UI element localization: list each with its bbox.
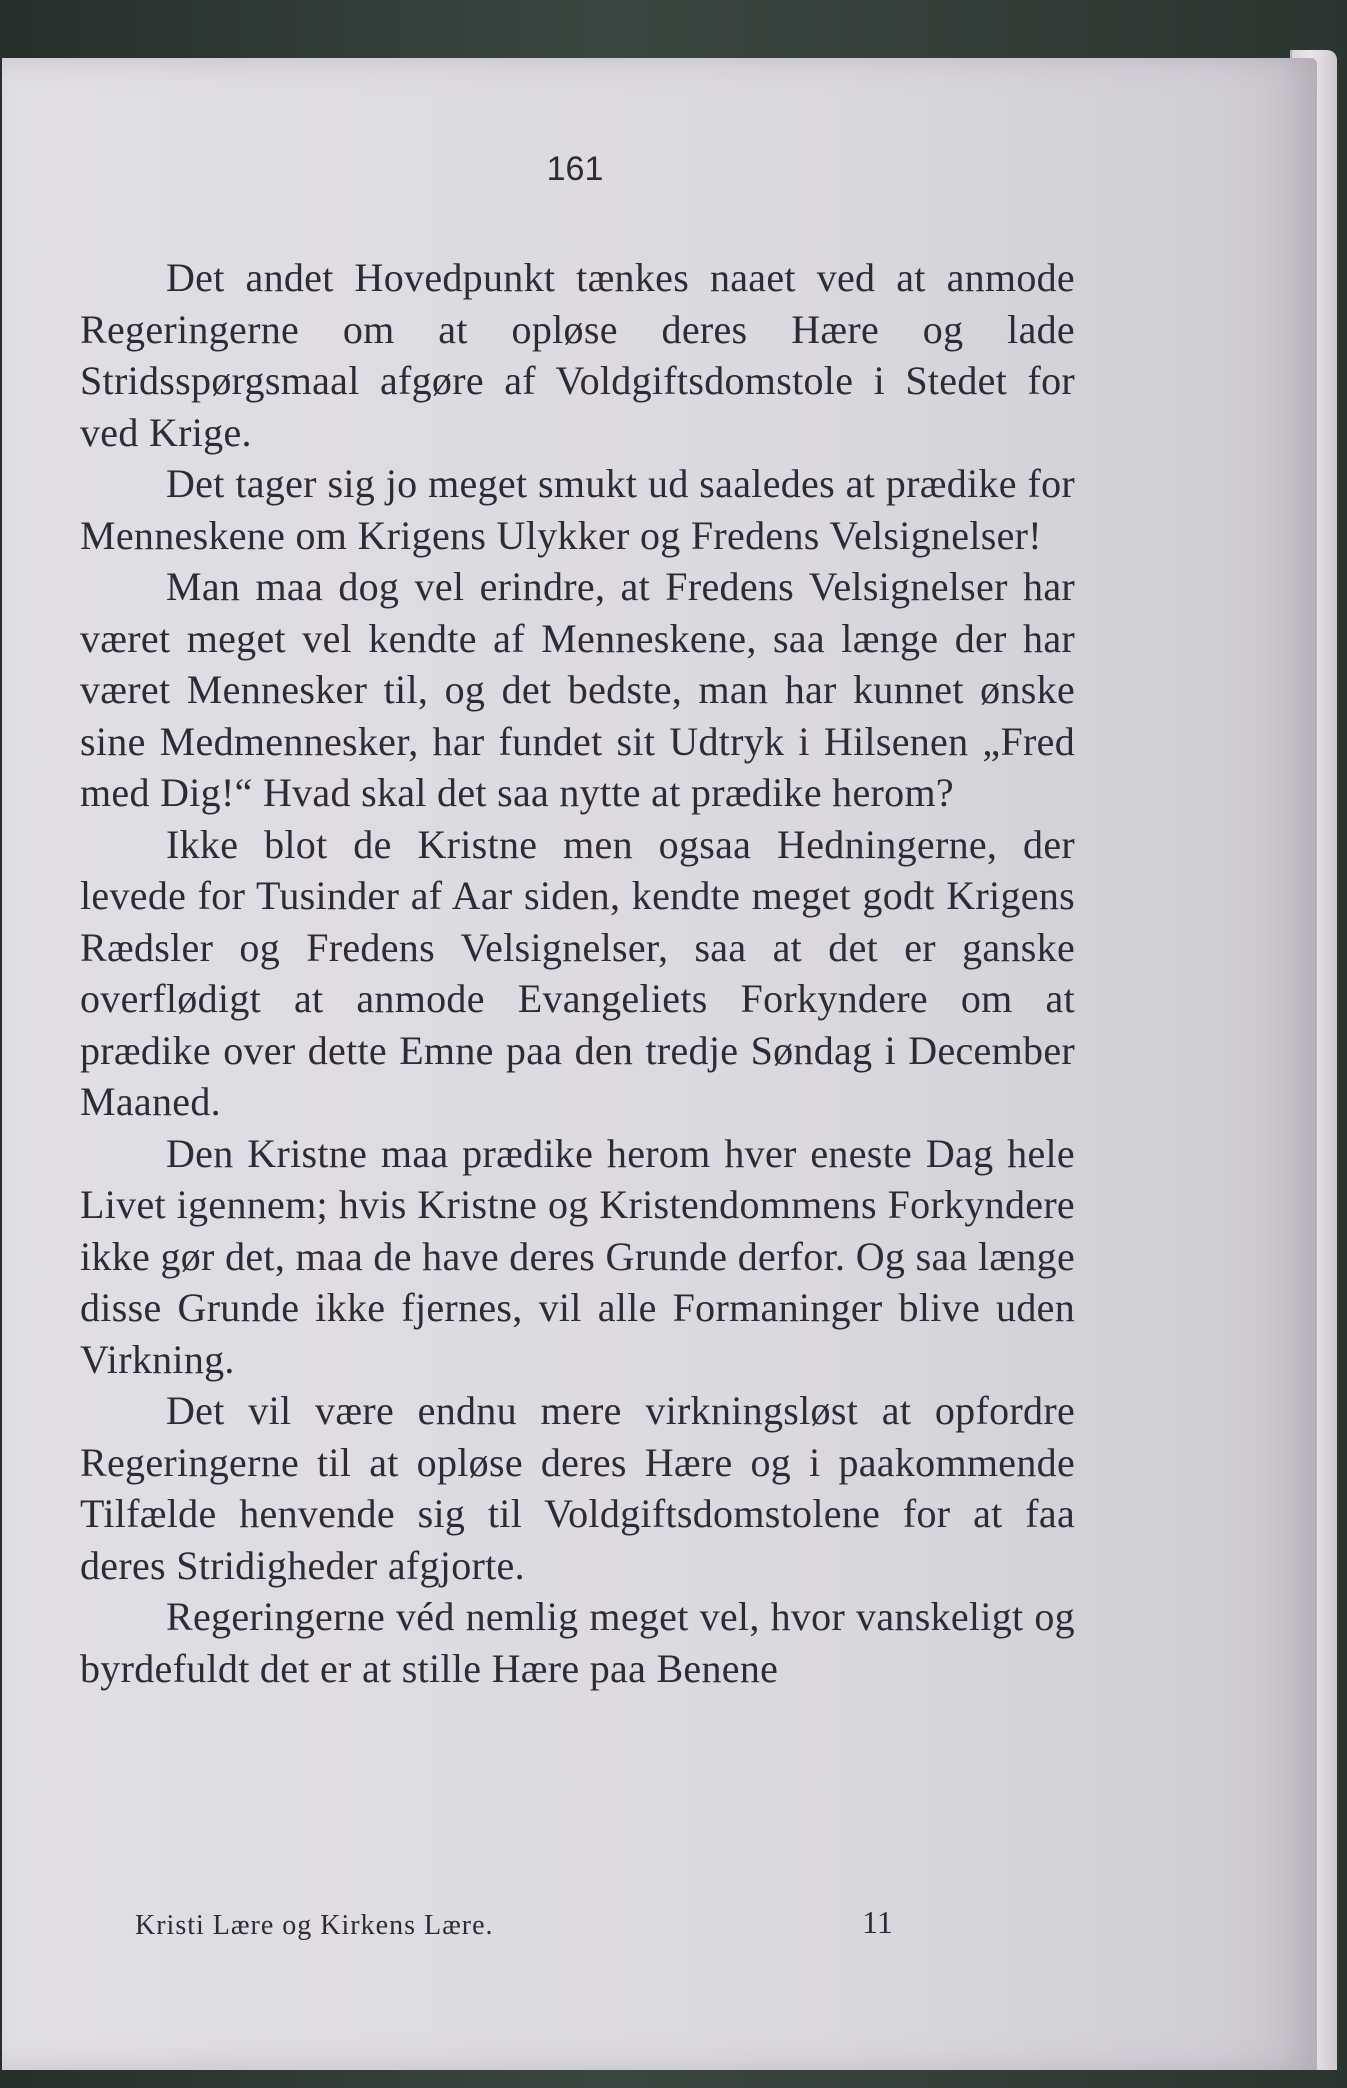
page-number: 161 [546, 150, 604, 188]
footer-signature-number: 11 [862, 1904, 893, 1940]
paragraph: Man maa dog vel erindre, at Fredens Velsignelser har været meget vel kendte af Menneskene, saa længe der har været Mennesker til, og det bedste, man har kunnet ønske sine Medmennesker, har fundet sit Udtryk i Hilsenen „Fred med Dig!“ Hvad skal det saa nytte at prædike herom? [80, 564, 1075, 815]
paragraph: Den Kristne maa prædike herom hver eneste Dag hele Livet igennem; hvis Kristne og Kristendommens Forkyndere ikke gør det, maa de have deres Grunde derfor. Og saa længe disse Grunde ikke fjernes, vil alle Formaninger blive uden Virkning. [80, 1130, 1075, 1382]
paragraph: Det vil være endnu mere virkningsløst at opfordre Regeringerne til at opløse deres Hære og i paakommende Tilfælde henvende sig til Voldgiftsdomstolene for at faa deres Stridigheder afgjorte. [80, 1388, 1075, 1588]
paragraph: Det tager sig jo meget smukt ud saaledes at prædike for Menneskene om Krigens Ulykker og Fredens Velsignelser! [80, 461, 1075, 558]
paragraph: Ikke blot de Kristne men ogsaa Hedningerne, der levede for Tusinder af Aar siden, kendte meget godt Krigens Rædsler og Fredens Velsignelser, saa at det er ganske overflødigt at anmode Evangeliets Forkyndere om at prædike over dette Emne paa den tredje Søndag i December Maaned. [80, 821, 1075, 1124]
paragraph: Det andet Hovedpunkt tænkes naaet ved at anmode Regeringerne om at opløse deres Hære og lade Stridsspørgsmaal afgøre af Voldgiftsdomstole i Stedet for ved Krige. [80, 255, 1075, 455]
footer-book-title: Kristi Lære og Kirkens Lære. [135, 1910, 494, 1941]
body-text [80, 146, 1075, 1694]
paragraph: Regeringerne véd nemlig meget vel, hvor vanskeligt og byrdefuldt det er at stille Hære paa Benene [80, 1594, 1075, 1691]
